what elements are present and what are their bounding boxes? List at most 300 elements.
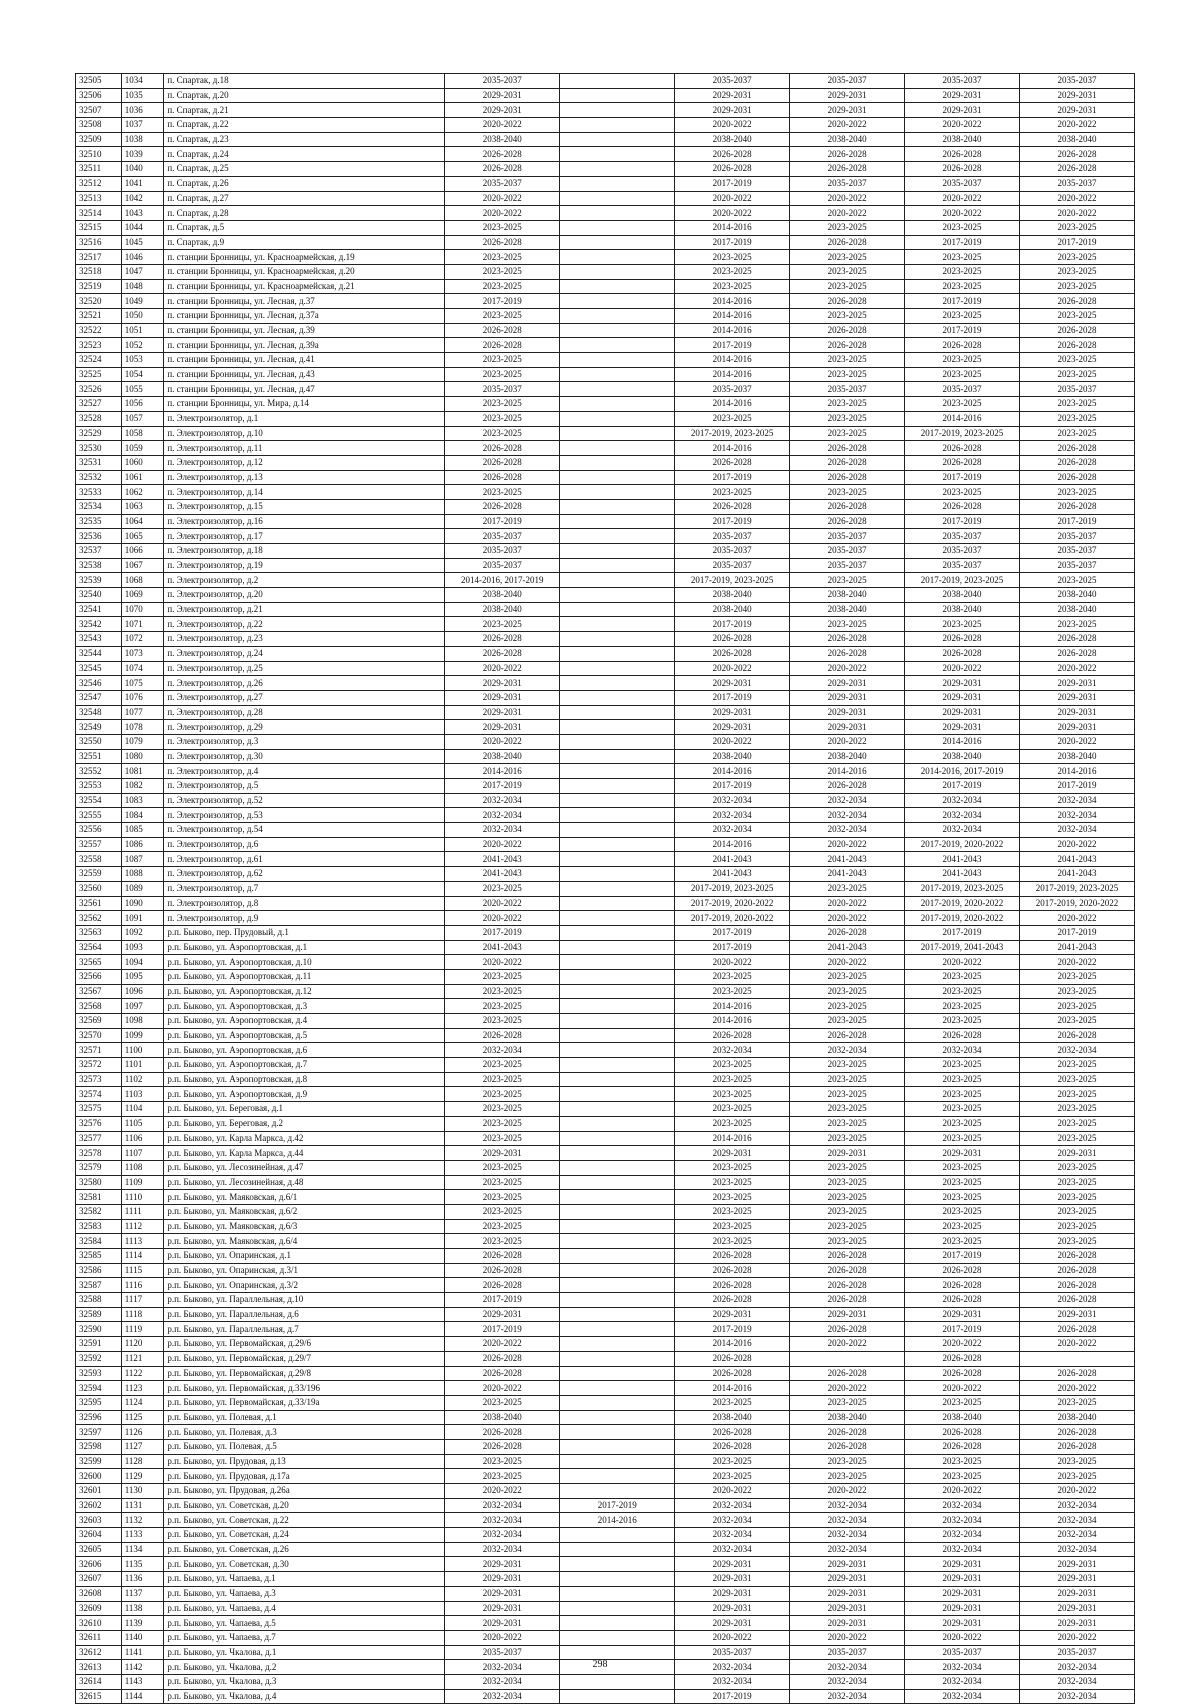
period-col-3-cell: 2023-2025 xyxy=(675,1204,790,1219)
item-number-cell: 1087 xyxy=(121,852,164,867)
period-col-3-cell: 2032-2034 xyxy=(675,1660,790,1675)
item-number-cell: 1127 xyxy=(121,1439,164,1454)
item-number-cell: 1070 xyxy=(121,602,164,617)
period-col-2-cell xyxy=(560,88,675,103)
period-col-4-cell: 2026-2028 xyxy=(790,162,905,177)
period-col-2-cell xyxy=(560,1072,675,1087)
period-col-5-cell: 2032-2034 xyxy=(905,1498,1020,1513)
row-number-cell: 32599 xyxy=(76,1454,122,1469)
row-number-cell: 32603 xyxy=(76,1513,122,1528)
item-number-cell: 1104 xyxy=(121,1102,164,1117)
table-row xyxy=(76,925,1135,940)
period-col-3-cell: 2023-2025 xyxy=(675,250,790,265)
table-row xyxy=(76,514,1135,529)
item-number-cell: 1119 xyxy=(121,1322,164,1337)
period-col-6-cell: 2023-2025 xyxy=(1019,485,1134,500)
address-cell: п. Электроизолятор, д.9 xyxy=(164,911,445,926)
address-cell: п. Электроизолятор, д.11 xyxy=(164,441,445,456)
address-cell: р.п. Быково, ул. Советская, д.26 xyxy=(164,1542,445,1557)
item-number-cell: 1118 xyxy=(121,1307,164,1322)
table-row xyxy=(76,1278,1135,1293)
item-number-cell: 1039 xyxy=(121,147,164,162)
period-col-5-cell: 2026-2028 xyxy=(905,632,1020,647)
period-col-2-cell xyxy=(560,1322,675,1337)
period-col-4-cell: 2023-2025 xyxy=(790,1014,905,1029)
period-col-4-cell: 2026-2028 xyxy=(790,779,905,794)
period-col-3-cell: 2032-2034 xyxy=(675,1542,790,1557)
period-col-1-cell: 2026-2028 xyxy=(445,441,560,456)
period-col-3-cell: 2020-2022 xyxy=(675,118,790,133)
period-col-5-cell: 2026-2028 xyxy=(905,1263,1020,1278)
row-number-cell: 32594 xyxy=(76,1381,122,1396)
period-col-1-cell: 2026-2028 xyxy=(445,646,560,661)
period-col-4-cell: 2026-2028 xyxy=(790,470,905,485)
period-col-3-cell: 2023-2025 xyxy=(675,411,790,426)
period-col-1-cell: 2035-2037 xyxy=(445,382,560,397)
row-number-cell: 32574 xyxy=(76,1087,122,1102)
address-cell: р.п. Быково, ул. Опаринская, д.1 xyxy=(164,1249,445,1264)
period-col-3-cell: 2023-2025 xyxy=(675,1072,790,1087)
table-row xyxy=(76,1557,1135,1572)
period-col-6-cell: 2023-2025 xyxy=(1019,1175,1134,1190)
period-col-2-cell xyxy=(560,323,675,338)
period-col-6-cell: 2023-2025 xyxy=(1019,1234,1134,1249)
period-col-6-cell: 2032-2034 xyxy=(1019,1542,1134,1557)
period-col-3-cell: 2035-2037 xyxy=(675,558,790,573)
period-col-1-cell: 2026-2028 xyxy=(445,1439,560,1454)
address-cell: р.п. Быково, ул. Первомайская, д.29/7 xyxy=(164,1351,445,1366)
period-col-6-cell: 2026-2028 xyxy=(1019,455,1134,470)
period-col-6-cell: 2029-2031 xyxy=(1019,690,1134,705)
period-col-5-cell: 2023-2025 xyxy=(905,1234,1020,1249)
table-row xyxy=(76,1616,1135,1631)
item-number-cell: 1139 xyxy=(121,1616,164,1631)
period-col-4-cell: 2023-2025 xyxy=(790,1058,905,1073)
period-col-1-cell: 2029-2031 xyxy=(445,1586,560,1601)
period-col-3-cell: 2026-2028 xyxy=(675,1366,790,1381)
period-col-6-cell: 2029-2031 xyxy=(1019,705,1134,720)
table-row xyxy=(76,1234,1135,1249)
table-row xyxy=(76,1542,1135,1557)
period-col-2-cell xyxy=(560,617,675,632)
address-cell: р.п. Быково, пер. Прудовый, д.1 xyxy=(164,925,445,940)
period-col-3-cell: 2020-2022 xyxy=(675,734,790,749)
period-col-4-cell: 2029-2031 xyxy=(790,720,905,735)
period-col-3-cell: 2017-2019 xyxy=(675,176,790,191)
row-number-cell: 32511 xyxy=(76,162,122,177)
table-row xyxy=(76,250,1135,265)
period-col-1-cell: 2017-2019 xyxy=(445,925,560,940)
period-col-4-cell: 2029-2031 xyxy=(790,676,905,691)
period-col-2-cell xyxy=(560,588,675,603)
item-number-cell: 1073 xyxy=(121,646,164,661)
item-number-cell: 1132 xyxy=(121,1513,164,1528)
period-col-1-cell: 2026-2028 xyxy=(445,1425,560,1440)
period-col-3-cell: 2020-2022 xyxy=(675,955,790,970)
period-col-4-cell: 2035-2037 xyxy=(790,382,905,397)
table-row xyxy=(76,969,1135,984)
item-number-cell: 1109 xyxy=(121,1175,164,1190)
row-number-cell: 32550 xyxy=(76,734,122,749)
item-number-cell: 1098 xyxy=(121,1014,164,1029)
table-row xyxy=(76,558,1135,573)
period-col-6-cell: 2032-2034 xyxy=(1019,1513,1134,1528)
period-col-4-cell: 2020-2022 xyxy=(790,1484,905,1499)
period-col-5-cell: 2017-2019 xyxy=(905,323,1020,338)
period-col-3-cell: 2020-2022 xyxy=(675,1630,790,1645)
period-col-5-cell: 2026-2028 xyxy=(905,1278,1020,1293)
period-col-6-cell: 2029-2031 xyxy=(1019,1616,1134,1631)
item-number-cell: 1144 xyxy=(121,1689,164,1704)
row-number-cell: 32526 xyxy=(76,382,122,397)
address-cell: р.п. Быково, ул. Маяковская, д.6/1 xyxy=(164,1190,445,1205)
period-col-2-cell xyxy=(560,793,675,808)
period-col-6-cell: 2035-2037 xyxy=(1019,74,1134,89)
period-col-5-cell: 2023-2025 xyxy=(905,999,1020,1014)
period-col-3-cell: 2029-2031 xyxy=(675,1601,790,1616)
period-col-3-cell: 2026-2028 xyxy=(675,455,790,470)
row-number-cell: 32572 xyxy=(76,1058,122,1073)
period-col-3-cell: 2032-2034 xyxy=(675,1513,790,1528)
period-col-1-cell: 2023-2025 xyxy=(445,353,560,368)
row-number-cell: 32587 xyxy=(76,1278,122,1293)
item-number-cell: 1054 xyxy=(121,367,164,382)
row-number-cell: 32615 xyxy=(76,1689,122,1704)
period-col-6-cell: 2032-2034 xyxy=(1019,1498,1134,1513)
table-row xyxy=(76,1190,1135,1205)
table-row xyxy=(76,1102,1135,1117)
address-cell: п. станции Бронницы, ул. Красноармейская, д.19 xyxy=(164,250,445,265)
table-row xyxy=(76,1425,1135,1440)
row-number-cell: 32566 xyxy=(76,969,122,984)
address-cell: р.п. Быково, ул. Маяковская, д.6/4 xyxy=(164,1234,445,1249)
period-col-1-cell: 2020-2022 xyxy=(445,734,560,749)
table-row xyxy=(76,720,1135,735)
address-cell: р.п. Быково, ул. Береговая, д.1 xyxy=(164,1102,445,1117)
address-cell: р.п. Быково, ул. Советская, д.20 xyxy=(164,1498,445,1513)
period-col-5-cell: 2023-2025 xyxy=(905,353,1020,368)
period-col-3-cell: 2026-2028 xyxy=(675,1249,790,1264)
period-col-4-cell: 2026-2028 xyxy=(790,499,905,514)
period-col-5-cell: 2035-2037 xyxy=(905,74,1020,89)
table-row xyxy=(76,1528,1135,1543)
period-col-4-cell: 2026-2028 xyxy=(790,514,905,529)
table-row xyxy=(76,1028,1135,1043)
period-col-5-cell: 2023-2025 xyxy=(905,1395,1020,1410)
row-number-cell: 32527 xyxy=(76,397,122,412)
period-col-6-cell: 2029-2031 xyxy=(1019,1572,1134,1587)
item-number-cell: 1140 xyxy=(121,1630,164,1645)
row-number-cell: 32506 xyxy=(76,88,122,103)
period-col-5-cell: 2023-2025 xyxy=(905,1219,1020,1234)
row-number-cell: 32531 xyxy=(76,455,122,470)
period-col-3-cell: 2035-2037 xyxy=(675,74,790,89)
row-number-cell: 32595 xyxy=(76,1395,122,1410)
period-col-5-cell: 2029-2031 xyxy=(905,1307,1020,1322)
item-number-cell: 1058 xyxy=(121,426,164,441)
item-number-cell: 1111 xyxy=(121,1204,164,1219)
address-cell: п. Электроизолятор, д.30 xyxy=(164,749,445,764)
period-col-6-cell: 2020-2022 xyxy=(1019,1337,1134,1352)
period-col-5-cell: 2032-2034 xyxy=(905,1674,1020,1689)
period-col-5-cell: 2017-2019, 2023-2025 xyxy=(905,573,1020,588)
period-col-5-cell: 2041-2043 xyxy=(905,867,1020,882)
period-col-1-cell: 2026-2028 xyxy=(445,338,560,353)
period-col-5-cell: 2029-2031 xyxy=(905,1572,1020,1587)
address-cell: п. Электроизолятор, д.62 xyxy=(164,867,445,882)
period-col-1-cell: 2023-2025 xyxy=(445,1190,560,1205)
period-col-5-cell: 2014-2016 xyxy=(905,734,1020,749)
row-number-cell: 32536 xyxy=(76,529,122,544)
address-cell: п. Электроизолятор, д.52 xyxy=(164,793,445,808)
item-number-cell: 1134 xyxy=(121,1542,164,1557)
item-number-cell: 1051 xyxy=(121,323,164,338)
period-col-6-cell: 2020-2022 xyxy=(1019,1630,1134,1645)
period-col-1-cell: 2026-2028 xyxy=(445,1263,560,1278)
period-col-6-cell: 2023-2025 xyxy=(1019,264,1134,279)
address-cell: п. Электроизолятор, д.23 xyxy=(164,632,445,647)
period-col-2-cell xyxy=(560,353,675,368)
period-col-1-cell: 2023-2025 xyxy=(445,411,560,426)
period-col-3-cell: 2017-2019 xyxy=(675,617,790,632)
period-col-6-cell: 2026-2028 xyxy=(1019,1439,1134,1454)
period-col-5-cell: 2026-2028 xyxy=(905,338,1020,353)
period-col-3-cell: 2029-2031 xyxy=(675,1572,790,1587)
period-col-6-cell: 2026-2028 xyxy=(1019,1278,1134,1293)
address-cell: п. Электроизолятор, д.4 xyxy=(164,764,445,779)
address-cell: р.п. Быково, ул. Чкалова, д.1 xyxy=(164,1645,445,1660)
period-col-3-cell: 2023-2025 xyxy=(675,1102,790,1117)
table-row xyxy=(76,1087,1135,1102)
item-number-cell: 1110 xyxy=(121,1190,164,1205)
period-col-2-cell xyxy=(560,132,675,147)
period-col-2-cell xyxy=(560,1410,675,1425)
period-col-4-cell: 2041-2043 xyxy=(790,940,905,955)
item-number-cell: 1115 xyxy=(121,1263,164,1278)
period-col-2-cell xyxy=(560,734,675,749)
table-row xyxy=(76,1043,1135,1058)
period-col-1-cell: 2026-2028 xyxy=(445,470,560,485)
period-col-3-cell: 2017-2019, 2023-2025 xyxy=(675,881,790,896)
period-col-2-cell xyxy=(560,705,675,720)
item-number-cell: 1034 xyxy=(121,74,164,89)
period-col-3-cell: 2017-2019 xyxy=(675,1322,790,1337)
period-col-2-cell xyxy=(560,1645,675,1660)
item-number-cell: 1108 xyxy=(121,1160,164,1175)
period-col-4-cell: 2026-2028 xyxy=(790,1278,905,1293)
period-col-1-cell: 2035-2037 xyxy=(445,529,560,544)
period-col-2-cell xyxy=(560,1542,675,1557)
period-col-5-cell: 2032-2034 xyxy=(905,823,1020,838)
row-number-cell: 32521 xyxy=(76,309,122,324)
address-cell: р.п. Быково, ул. Советская, д.22 xyxy=(164,1513,445,1528)
period-col-4-cell xyxy=(790,1351,905,1366)
period-col-3-cell: 2038-2040 xyxy=(675,588,790,603)
period-col-2-cell xyxy=(560,1249,675,1264)
row-number-cell: 32549 xyxy=(76,720,122,735)
item-number-cell: 1124 xyxy=(121,1395,164,1410)
period-col-1-cell: 2023-2025 xyxy=(445,1175,560,1190)
row-number-cell: 32510 xyxy=(76,147,122,162)
address-cell: р.п. Быково, ул. Аэропортовская, д.4 xyxy=(164,1014,445,1029)
period-col-2-cell xyxy=(560,499,675,514)
period-col-6-cell: 2023-2025 xyxy=(1019,1014,1134,1029)
period-col-4-cell: 2023-2025 xyxy=(790,1190,905,1205)
table-row xyxy=(76,1601,1135,1616)
period-col-5-cell: 2020-2022 xyxy=(905,1630,1020,1645)
period-col-4-cell: 2035-2037 xyxy=(790,1645,905,1660)
period-col-3-cell: 2017-2019 xyxy=(675,1689,790,1704)
period-col-1-cell: 2029-2031 xyxy=(445,1601,560,1616)
row-number-cell: 32520 xyxy=(76,294,122,309)
address-cell: р.п. Быково, ул. Прудовая, д.17а xyxy=(164,1469,445,1484)
period-col-4-cell: 2023-2025 xyxy=(790,1102,905,1117)
period-col-5-cell: 2026-2028 xyxy=(905,162,1020,177)
address-cell: р.п. Быково, ул. Береговая, д.2 xyxy=(164,1116,445,1131)
item-number-cell: 1131 xyxy=(121,1498,164,1513)
address-cell: п. Спартак, д.9 xyxy=(164,235,445,250)
period-col-5-cell: 2035-2037 xyxy=(905,558,1020,573)
period-col-3-cell: 2023-2025 xyxy=(675,1190,790,1205)
period-col-2-cell xyxy=(560,264,675,279)
item-number-cell: 1093 xyxy=(121,940,164,955)
period-col-4-cell: 2032-2034 xyxy=(790,1660,905,1675)
period-col-2-cell xyxy=(560,676,675,691)
address-cell: п. Спартак, д.27 xyxy=(164,191,445,206)
row-number-cell: 32505 xyxy=(76,74,122,89)
period-col-1-cell: 2032-2034 xyxy=(445,1689,560,1704)
address-cell: п. Электроизолятор, д.8 xyxy=(164,896,445,911)
period-col-3-cell: 2038-2040 xyxy=(675,132,790,147)
table-row xyxy=(76,1366,1135,1381)
period-col-4-cell: 2020-2022 xyxy=(790,661,905,676)
table-row xyxy=(76,1219,1135,1234)
period-col-4-cell: 2020-2022 xyxy=(790,837,905,852)
period-col-4-cell: 2020-2022 xyxy=(790,955,905,970)
period-col-4-cell: 2023-2025 xyxy=(790,617,905,632)
period-col-2-cell xyxy=(560,1043,675,1058)
table-row xyxy=(76,353,1135,368)
address-cell: п. станции Бронницы, ул. Лесная, д.39 xyxy=(164,323,445,338)
period-col-1-cell: 2023-2025 xyxy=(445,984,560,999)
period-col-6-cell: 2020-2022 xyxy=(1019,1381,1134,1396)
table-row xyxy=(76,147,1135,162)
period-col-4-cell: 2023-2025 xyxy=(790,264,905,279)
period-col-4-cell: 2023-2025 xyxy=(790,1131,905,1146)
period-col-3-cell: 2023-2025 xyxy=(675,1234,790,1249)
item-number-cell: 1042 xyxy=(121,191,164,206)
period-col-1-cell: 2038-2040 xyxy=(445,749,560,764)
period-col-5-cell: 2032-2034 xyxy=(905,1689,1020,1704)
period-col-1-cell: 2023-2025 xyxy=(445,1160,560,1175)
period-col-2-cell xyxy=(560,529,675,544)
address-cell: п. Электроизолятор, д.22 xyxy=(164,617,445,632)
period-col-2-cell xyxy=(560,955,675,970)
period-col-3-cell: 2023-2025 xyxy=(675,969,790,984)
table-row xyxy=(76,309,1135,324)
period-col-1-cell: 2014-2016, 2017-2019 xyxy=(445,573,560,588)
item-number-cell: 1059 xyxy=(121,441,164,456)
period-col-6-cell: 2023-2025 xyxy=(1019,220,1134,235)
row-number-cell: 32562 xyxy=(76,911,122,926)
address-cell: п. станции Бронницы, ул. Мира, д.14 xyxy=(164,397,445,412)
period-col-2-cell xyxy=(560,690,675,705)
table-row xyxy=(76,1014,1135,1029)
table-row xyxy=(76,1263,1135,1278)
period-col-4-cell: 2023-2025 xyxy=(790,220,905,235)
row-number-cell: 32590 xyxy=(76,1322,122,1337)
address-cell: п. Электроизолятор, д.54 xyxy=(164,823,445,838)
row-number-cell: 32584 xyxy=(76,1234,122,1249)
row-number-cell: 32588 xyxy=(76,1293,122,1308)
period-col-6-cell: 2026-2028 xyxy=(1019,294,1134,309)
item-number-cell: 1129 xyxy=(121,1469,164,1484)
period-col-4-cell: 2023-2025 xyxy=(790,397,905,412)
table-row xyxy=(76,1322,1135,1337)
period-col-1-cell: 2026-2028 xyxy=(445,162,560,177)
row-number-cell: 32538 xyxy=(76,558,122,573)
table-row xyxy=(76,1337,1135,1352)
period-col-6-cell: 2023-2025 xyxy=(1019,309,1134,324)
row-number-cell: 32576 xyxy=(76,1116,122,1131)
item-number-cell: 1083 xyxy=(121,793,164,808)
period-col-5-cell: 2032-2034 xyxy=(905,1528,1020,1543)
period-col-5-cell: 2020-2022 xyxy=(905,661,1020,676)
item-number-cell: 1038 xyxy=(121,132,164,147)
period-col-1-cell: 2023-2025 xyxy=(445,999,560,1014)
period-col-3-cell: 2017-2019 xyxy=(675,925,790,940)
period-col-3-cell: 2014-2016 xyxy=(675,999,790,1014)
period-col-4-cell: 2023-2025 xyxy=(790,999,905,1014)
row-number-cell: 32524 xyxy=(76,353,122,368)
period-col-6-cell: 2026-2028 xyxy=(1019,1028,1134,1043)
period-col-3-cell: 2026-2028 xyxy=(675,1439,790,1454)
address-cell: п. станции Бронницы, ул. Лесная, д.47 xyxy=(164,382,445,397)
period-col-3-cell: 2023-2025 xyxy=(675,1175,790,1190)
period-col-6-cell: 2023-2025 xyxy=(1019,1469,1134,1484)
row-number-cell: 32579 xyxy=(76,1160,122,1175)
period-col-2-cell xyxy=(560,969,675,984)
period-col-2-cell xyxy=(560,779,675,794)
row-number-cell: 32589 xyxy=(76,1307,122,1322)
period-col-6-cell: 2017-2019, 2020-2022 xyxy=(1019,896,1134,911)
row-number-cell: 32556 xyxy=(76,823,122,838)
period-col-2-cell xyxy=(560,1175,675,1190)
page-number: 298 xyxy=(592,1659,608,1670)
period-col-6-cell xyxy=(1019,1351,1134,1366)
period-col-3-cell: 2020-2022 xyxy=(675,191,790,206)
period-col-3-cell: 2023-2025 xyxy=(675,1160,790,1175)
period-col-2-cell xyxy=(560,823,675,838)
item-number-cell: 1122 xyxy=(121,1366,164,1381)
period-col-2-cell xyxy=(560,1028,675,1043)
period-col-1-cell: 2032-2034 xyxy=(445,1043,560,1058)
period-col-5-cell: 2014-2016 xyxy=(905,411,1020,426)
item-number-cell: 1096 xyxy=(121,984,164,999)
address-cell: р.п. Быково, ул. Советская, д.30 xyxy=(164,1557,445,1572)
row-number-cell: 32609 xyxy=(76,1601,122,1616)
row-number-cell: 32518 xyxy=(76,264,122,279)
period-col-2-cell xyxy=(560,1337,675,1352)
period-col-2-cell xyxy=(560,162,675,177)
period-col-4-cell: 2035-2037 xyxy=(790,176,905,191)
period-col-3-cell: 2041-2043 xyxy=(675,867,790,882)
period-col-1-cell: 2029-2031 xyxy=(445,1557,560,1572)
address-cell: п. станции Бронницы, ул. Лесная, д.41 xyxy=(164,353,445,368)
period-col-3-cell: 2017-2019, 2023-2025 xyxy=(675,426,790,441)
period-col-6-cell: 2020-2022 xyxy=(1019,911,1134,926)
period-col-6-cell: 2026-2028 xyxy=(1019,499,1134,514)
